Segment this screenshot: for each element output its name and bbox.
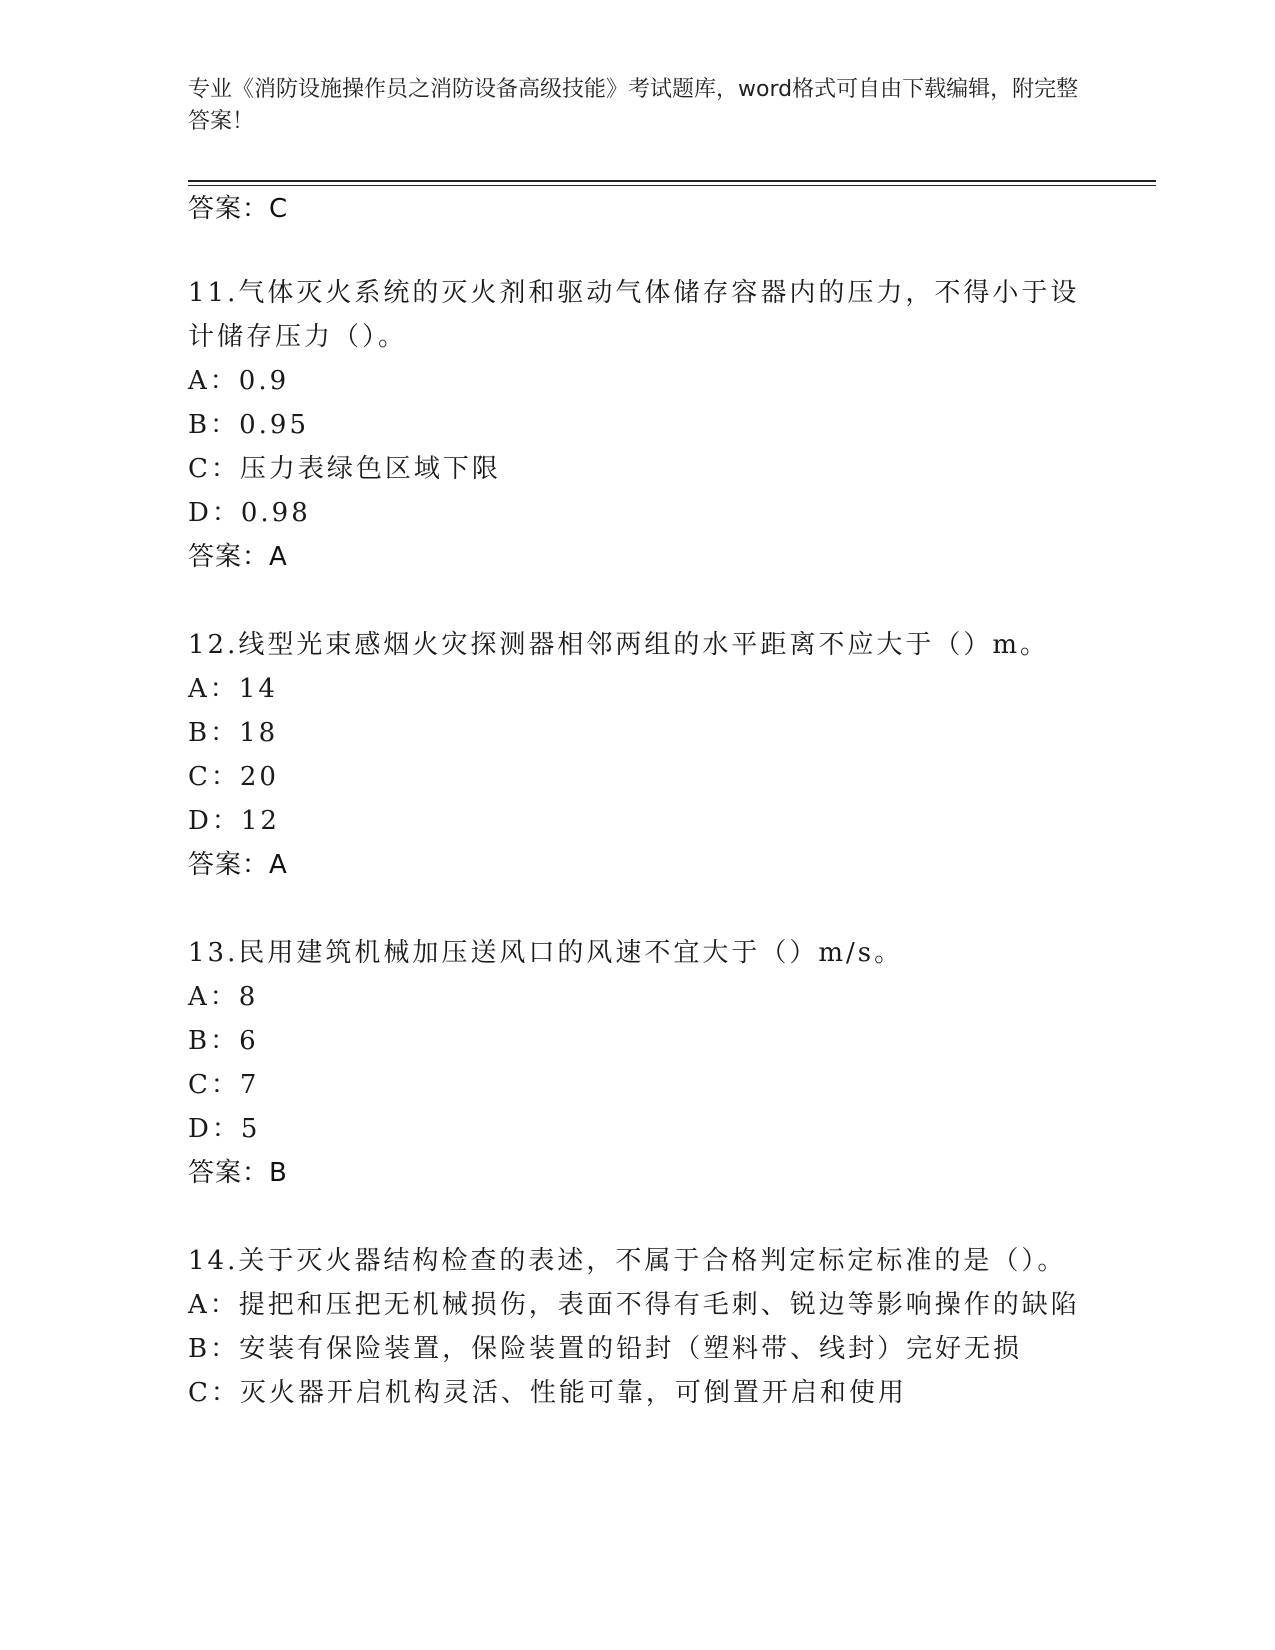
question-14-option-c: C：灭火器开启机构灵活、性能可靠，可倒置开启和使用 [188, 1378, 907, 1408]
question-11-option-a: A：0.9 [188, 366, 290, 396]
question-14-stem-line-1: 14.关于灭火器结构检查的表述，不属于合格判定标定标准的是（）。 [188, 1246, 1067, 1276]
question-11-option-c: C：压力表绿色区域下限 [188, 454, 501, 484]
previous-answer: 答案：C [188, 194, 289, 224]
header-divider-thick [188, 180, 1156, 182]
question-13-answer: 答案：B [188, 1158, 288, 1188]
question-14-option-b: B：安装有保险装置，保险装置的铅封（塑料带、线封）完好无损 [188, 1334, 1023, 1364]
question-13-stem-line-1: 13.民用建筑机械加压送风口的风速不宜大于（）m/s。 [188, 938, 904, 968]
header-divider-thin [188, 185, 1156, 186]
question-13-option-a: A：8 [188, 982, 259, 1012]
question-14-option-a: A：提把和压把无机械损伤，表面不得有毛刺、锐边等影响操作的缺陷 [188, 1290, 1080, 1320]
question-12-option-b: B：18 [188, 718, 279, 748]
question-11-option-d: D：0.98 [188, 498, 311, 528]
question-12-stem-line-1: 12.线型光束感烟火灾探测器相邻两组的水平距离不应大于（）m。 [188, 630, 1050, 660]
question-11-option-b: B：0.95 [188, 410, 309, 440]
document-header: 专业《消防设施操作员之消防设备高级技能》考试题库，word格式可自由下载编辑，附完整答案！ [188, 77, 1079, 134]
question-12-option-c: C：20 [188, 762, 279, 792]
question-12-option-a: A：14 [188, 674, 278, 704]
question-11-stem-line-2: 计储存压力（）。 [188, 322, 408, 352]
question-12-option-d: D：12 [188, 806, 280, 836]
question-11-stem-line-1: 11.气体灭火系统的灭火剂和驱动气体储存容器内的压力，不得小于设 [188, 278, 1080, 308]
question-12-answer: 答案：A [188, 850, 288, 880]
question-13-option-c: C：7 [188, 1070, 260, 1100]
question-13-option-d: D：5 [188, 1114, 261, 1144]
question-13-option-b: B：6 [188, 1026, 259, 1056]
question-11-answer: 答案：A [188, 542, 288, 572]
